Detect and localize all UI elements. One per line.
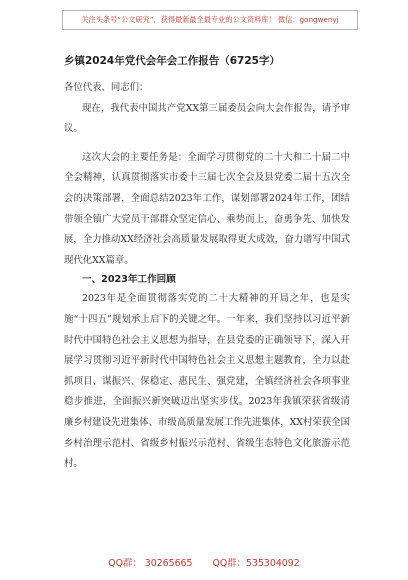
qq-group-2: QQ群：535304092 bbox=[212, 558, 300, 569]
section-heading: 一、2023年工作回顾 bbox=[82, 274, 176, 286]
promo-banner: 关注头条号“公文研究”，获得最新最全最专业的公文资料库！ 微信：gongwenyj bbox=[62, 10, 358, 30]
paragraph-review: 2023年是全面贯彻落实党的二十大精神的开局之年，也是实施“十四五”规划承上启下的关键之年。一年来，我们坚持以习近平新时代中国特色社会主义思想为指导，在县党委的正确领导下，深入开展学习贯彻习近平新时代中国特色社会主义思想主题教育，全力以赴抓项目、谋振兴、保稳定、惠民生、强党建，全镇经济社会各项事业稳步推进，全面振兴新突破迈出坚实步伐。2023年我镇荣获省级清廉乡村建设先进集体、市级高质量发展工作先进集体，XX村荣获全国乡村治理示范村、省级乡村振兴示范村、省级生态特色文化旅游示范村。 bbox=[64, 293, 350, 470]
salutation: 各位代表、同志们： bbox=[64, 82, 149, 93]
paragraph-opening: 现在，我代表中国共产党XX第三届委员会向大会作报告，请予审议。 bbox=[64, 102, 350, 135]
document-title: 乡镇2024年党代会年会工作报告（6725字） bbox=[64, 55, 280, 67]
paragraph-gap bbox=[64, 140, 350, 148]
document-body bbox=[64, 54, 350, 475]
paragraph-main-task: 这次大会的主要任务是：全面学习贯彻党的二十大和二十届二中全会精神，认真贯彻落实市委十三届七次全会及县党委二届十五次全会的决策部署，全面总结2023年工作，谋划部署2024年工作，团结带领全镇广大党员干部群众坚定信心、乘势而上，奋勇争先、加快发展，全力推动XX经济社会高质量发展取得更大成效，奋力谱写中国式现代化XX篇章。 bbox=[64, 151, 350, 266]
footer-contacts bbox=[0, 555, 408, 569]
qq-group-1: QQ群： 30265665 bbox=[108, 558, 193, 569]
